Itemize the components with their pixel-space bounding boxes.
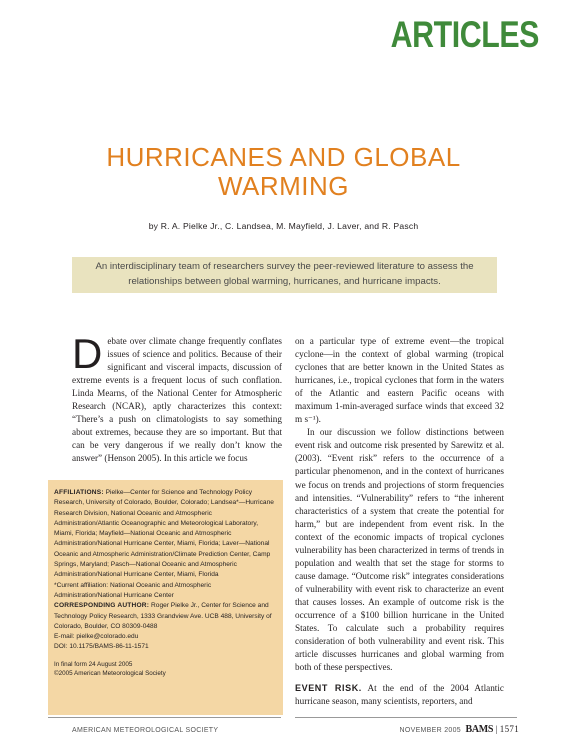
body-column-2 <box>295 335 504 708</box>
paragraph-continued: on a particular type of extreme event—the tropical cyclone—in the context of global warming (tropical cyclones that are better known in the United States as hurricanes, i.e., tropical cyclones that form in the waters of the Atlantic and eastern Pacific oceans with maximum 1-min-averaged surface winds that exceed 32 m s⁻¹). <box>295 336 504 425</box>
footer-society: AMERICAN METEOROLOGICAL SOCIETY <box>72 727 219 734</box>
current-affiliation: *Current affiliation: National Oceanic and Atmospheric Administration/National Hurricane Center <box>54 581 212 599</box>
footer-separator: | <box>495 724 498 734</box>
section-heading-event-risk: EVENT RISK. <box>295 683 362 694</box>
footer-rule-right <box>295 717 517 718</box>
drop-cap: D <box>72 330 103 377</box>
final-form-date: In final form 24 August 2005 <box>54 660 133 668</box>
body-column-1 <box>72 330 282 465</box>
abstract-box: An interdisciplinary team of researchers survey the peer-reviewed literature to assess the relationships between global warming, hurricanes, and hurricane impacts. <box>72 257 497 293</box>
paragraph-risk: In our discussion we follow distinctions between event risk and outcome risk presented by Sarewitz et al. (2003). “Event risk” refers to the occurrence of a particular phenomenon, and in the context of hurricanes we focus on trends and projections of storm frequencies and intensities. “Vulnerability” refers to “the inherent characteristics of a system that create the potential for harm,” but are independent from event risk. In the context of the economic impacts of tropical cyclones vulnerability has been characterized in terms of trends in population and wealth that set the stage for storms to cause damage. “Outcome risk” integrates considerations of vulnerability with event risk to characterize an event that causes losses. An example of outcome risk is the occurrence of a $100 billion hurricane in the United States. To calculate such a probability requires consideration of both vulnerability and event risk. This article discusses hurricanes and global warming from both of these perspectives. <box>295 427 504 673</box>
publication-info <box>54 660 277 678</box>
affiliations-text: Pielke—Center for Science and Technology Policy Research, University of Colorado, Boulder, Colorado; Landsea*—Hurricane Research Division, National Oceanic and Atmospheric Administration/Atlantic Oceanographic and Meteorological Laboratory, Miami, Florida; Mayfield—National Oceanic and Atmospheric Administration/National Hurricane Center, Miami, Florida; Laver—National Oceanic and Atmospheric Administration/Climate Prediction Center, Camp Springs, Maryland; Pasch—National Oceanic and Atmospheric Administration/National Hurricane Center, Miami, Florida <box>54 489 274 579</box>
footer-page-info <box>400 724 520 735</box>
copyright-notice: ©2005 American Meteorological Society <box>54 669 166 677</box>
page-number: 1571 <box>499 724 519 734</box>
author-email: E-mail: pielke@colorado.edu <box>54 633 139 641</box>
title-line-2: WARMING <box>217 171 350 201</box>
doi: DOI: 10.1175/BAMS-86-11-1571 <box>54 643 149 651</box>
footer-rule-left <box>48 717 281 718</box>
affiliations-box <box>48 480 283 715</box>
article-title <box>0 143 567 201</box>
paragraph-event-risk <box>295 682 504 708</box>
title-line-1: HURRICANES AND GLOBAL <box>106 142 461 172</box>
footer-date: NOVEMBER 2005 <box>399 727 461 734</box>
affiliations-label: AFFILIATIONS: <box>54 489 104 496</box>
journal-logo: BAMS <box>465 724 494 735</box>
event-risk-text: At the end of the 2004 Atlantic hurricane season, many scientists, reporters, and <box>295 683 504 707</box>
corresponding-author-label: CORRESPONDING AUTHOR: <box>54 602 150 610</box>
intro-paragraph: ebate over climate change frequently conflates issues of science and politics. Because of their significant and visceral impacts, discussion of extreme events is a frequent locus of such conflation. Linda Mearns, of the National Center for Atmospheric Research (NCAR), aptly characterizes this context: “There’s a push on climatologists to say something about extremes, because they are so important. But that can be very dangerous if we really don’t know the answer” (Henson 2005). In this article we focus <box>72 336 282 464</box>
section-tag: ARTICLES <box>390 14 539 55</box>
corresponding-author-text: Roger Pielke Jr., Center for Science and Technology Policy Research, 1333 Grandview Ave. UCB 488, University of Colorado, Boulder, CO 80309-0488 <box>54 602 272 630</box>
byline: by R. A. Pielke Jr., C. Landsea, M. Mayfield, J. Laver, and R. Pasch <box>148 221 419 231</box>
